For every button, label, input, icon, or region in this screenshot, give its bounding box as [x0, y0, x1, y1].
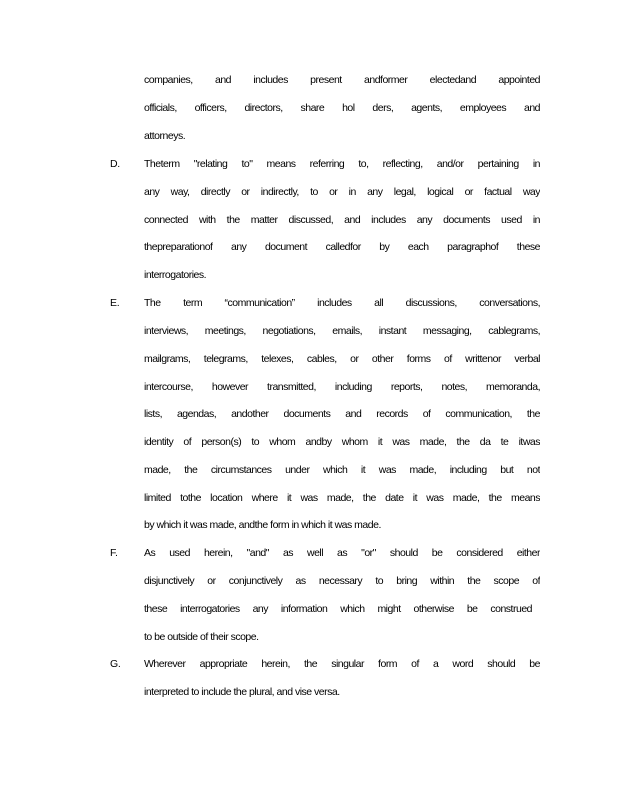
definition-e-line-4: intercourse, however transmitted, including reports, notes, memoranda, [144, 381, 540, 393]
definition-f-line-4: to be outside of their scope. [144, 631, 259, 643]
definition-e-line-1: The term “communication” includes all discussions, conversations, [144, 297, 540, 309]
definition-e-line-3: mailgrams, telegrams, telexes, cables, or other forms of writtenor verbal [144, 353, 540, 365]
definition-f-line-3: these interrogatories any information which might otherwise be construed [144, 603, 532, 615]
continuation-line-1: companies, and includes present andformer electedand appointed [144, 74, 540, 86]
definition-e-line-9: by which it was made, andthe form in which it was made. [144, 519, 381, 531]
definition-g-line-1: Wherever appropriate herein, the singular form of a word should be [144, 658, 540, 670]
definition-e-line-8: limited tothe location where it was made, the date it was made, the means [144, 492, 540, 504]
definition-d-letter: D. [110, 158, 120, 170]
definition-d-line-5: interrogatories. [144, 269, 207, 281]
continuation-line-2: officials, officers, directors, share hol ders, agents, employees and [144, 102, 540, 114]
definition-f-line-1: As used herein, "and" as well as "or" should be considered either [144, 547, 540, 559]
definition-g-letter: G. [110, 658, 121, 670]
definition-g-line-2: interpreted to include the plural, and vise versa. [144, 686, 340, 698]
definition-e-letter: E. [110, 297, 120, 309]
definition-e-line-5: lists, agendas, andother documents and records of communication, the [144, 408, 540, 420]
continuation-line-3: attorneys. [144, 130, 186, 142]
definition-e-line-6: identity of person(s) to whom andby whom it was made, the da te itwas [144, 436, 540, 448]
definition-d-line-1: Theterm "relating to" means referring to, reflecting, and/or pertaining in [144, 158, 540, 170]
definition-d-line-2: any way, directly or indirectly, to or in any legal, logical or factual way [144, 186, 540, 198]
definition-e-line-7: made, the circumstances under which it was made, including but not [144, 464, 540, 476]
definition-f-letter: F. [110, 547, 118, 559]
definition-d-line-3: connected with the matter discussed, and includes any documents used in [144, 214, 540, 226]
definition-e-line-2: interviews, meetings, negotiations, emails, instant messaging, cablegrams, [144, 325, 540, 337]
definition-d-line-4: thepreparationof any document calledfor by each paragraphof these [144, 241, 540, 253]
definition-f-line-2: disjunctively or conjunctively as necessary to bring within the scope of [144, 575, 540, 587]
